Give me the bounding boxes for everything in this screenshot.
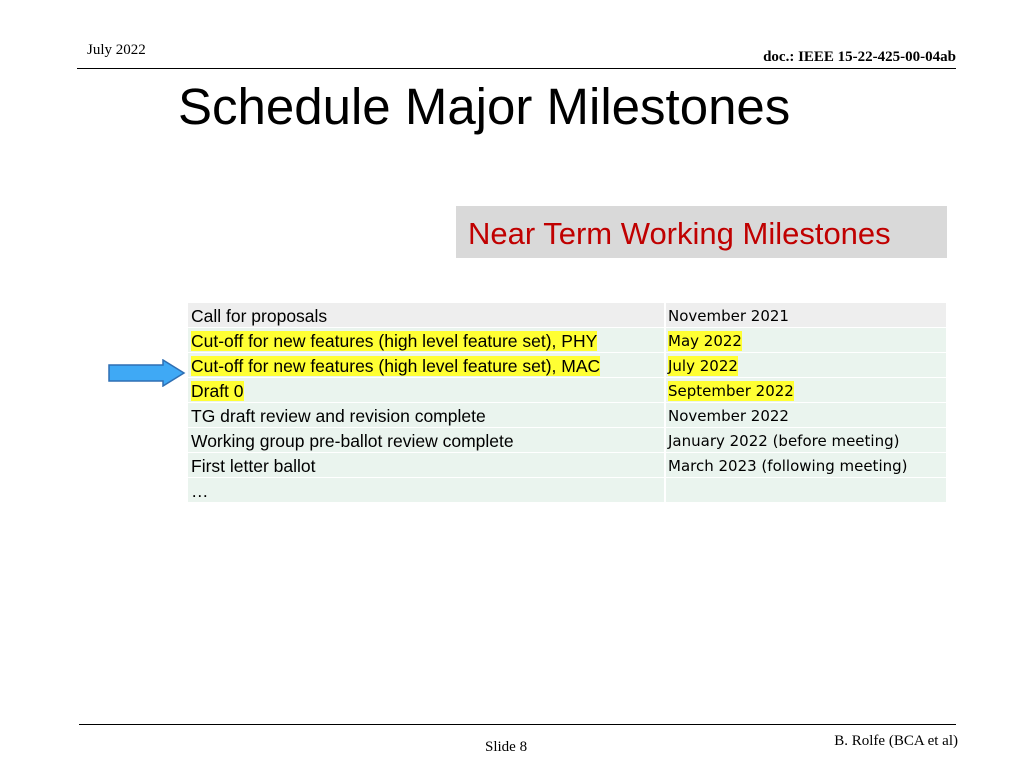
task-label: Cut-off for new features (high level feature set), PHY xyxy=(191,331,598,351)
task-label: Working group pre-ballot review complete xyxy=(191,431,514,451)
slide-title: Schedule Major Milestones xyxy=(178,78,791,135)
task-cell xyxy=(188,353,664,377)
date-cell xyxy=(666,378,946,402)
header-date: July 2022 xyxy=(87,42,146,58)
date-cell xyxy=(666,403,946,427)
task-cell xyxy=(188,328,664,352)
task-cell xyxy=(188,428,664,452)
task-label: Cut-off for new features (high level feature set), MAC xyxy=(191,356,601,376)
date-cell xyxy=(666,328,946,352)
task-cell xyxy=(188,453,664,477)
task-label: TG draft review and revision complete xyxy=(191,406,486,426)
task-label: Draft 0 xyxy=(191,381,244,401)
header-divider xyxy=(77,68,956,69)
table-row xyxy=(188,453,948,477)
table-row xyxy=(188,353,948,377)
date-cell xyxy=(666,303,946,327)
date-label: May 2022 xyxy=(668,332,742,350)
table-row xyxy=(188,328,948,352)
date-cell xyxy=(666,428,946,452)
header-doc-id: doc.: IEEE 15-22-425-00-04ab xyxy=(763,49,956,65)
task-label: First letter ballot xyxy=(191,456,316,476)
footer-divider xyxy=(79,724,956,725)
footer-author: B. Rolfe (BCA et al) xyxy=(834,733,958,749)
subtitle-box xyxy=(456,206,947,258)
date-label: November 2021 xyxy=(668,307,789,325)
table-row xyxy=(188,428,948,452)
date-label: July 2022 xyxy=(668,357,738,375)
table-row xyxy=(188,478,948,502)
task-label: Call for proposals xyxy=(191,306,328,326)
task-label: … xyxy=(191,481,209,501)
date-label: September 2022 xyxy=(668,382,794,400)
table-row xyxy=(188,303,948,327)
date-label: March 2023 (following meeting) xyxy=(668,457,908,475)
table-row xyxy=(188,403,948,427)
task-cell xyxy=(188,303,664,327)
slide-number: Slide 8 xyxy=(485,739,528,755)
date-cell xyxy=(666,478,946,502)
task-cell xyxy=(188,403,664,427)
table-row xyxy=(188,378,948,402)
date-cell xyxy=(666,453,946,477)
right-arrow-icon xyxy=(107,359,187,387)
subtitle: Near Term Working Milestones xyxy=(468,216,891,251)
task-cell xyxy=(188,478,664,502)
milestones-table xyxy=(188,303,948,503)
task-cell xyxy=(188,378,664,402)
date-label: January 2022 (before meeting) xyxy=(668,432,900,450)
date-cell xyxy=(666,353,946,377)
date-label: November 2022 xyxy=(668,407,789,425)
